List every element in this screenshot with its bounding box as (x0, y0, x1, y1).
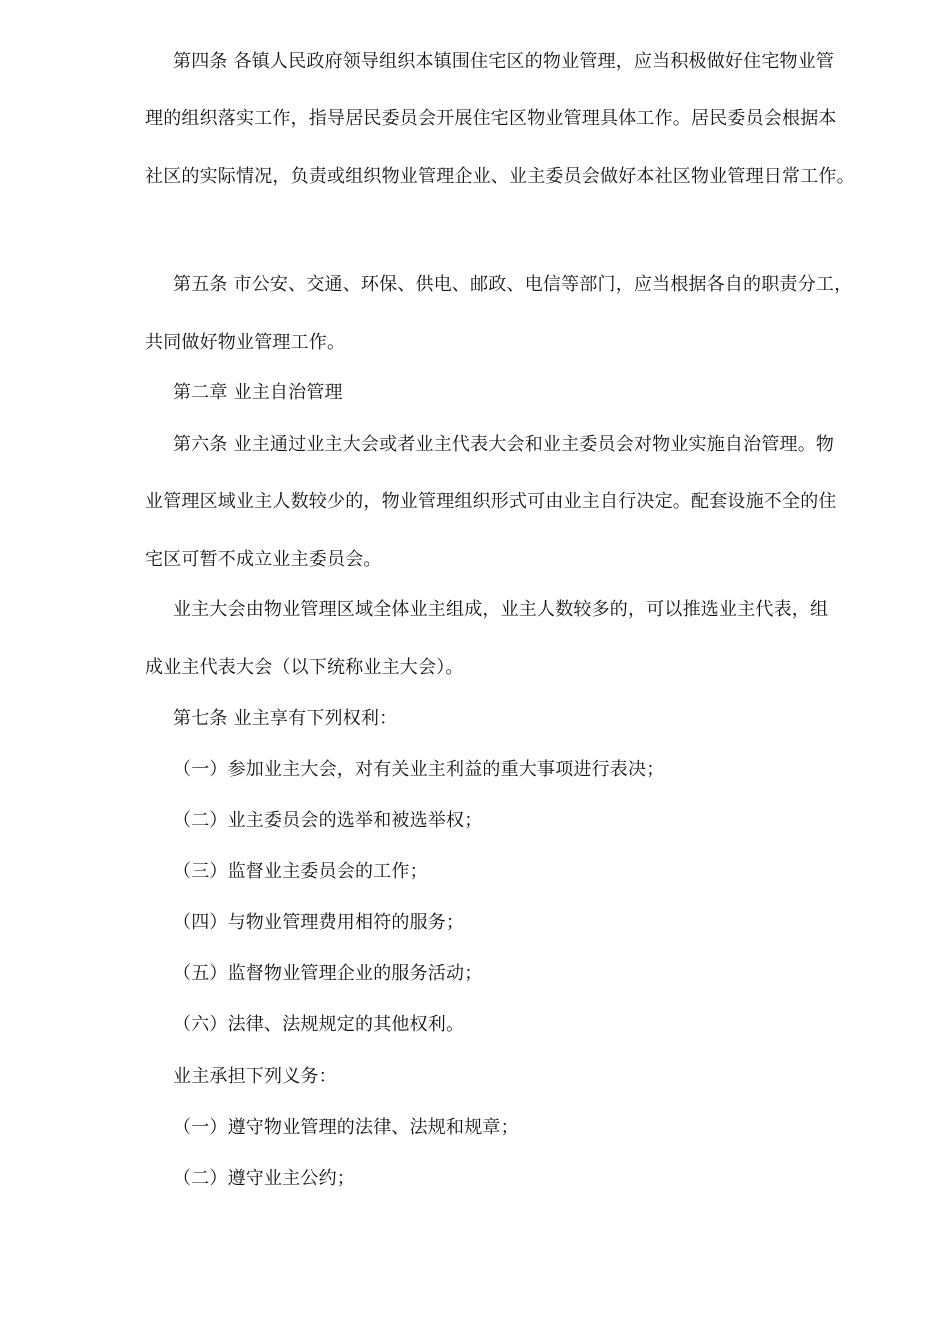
owners-assembly-line-1: 业主大会由物业管理区域全体业主组成，业主人数较多的，可以推选业主代表，组 (173, 599, 829, 620)
right-item-6: （六）法律、法规规定的其他权利。 (173, 1014, 465, 1035)
article-7-heading: 第七条 业主享有下列权利： (173, 708, 398, 729)
article-4-line-2: 理的组织落实工作，指导居民委员会开展住宅区物业管理具体工作。居民委员会根据本 (145, 108, 837, 129)
article-4-line-1: 第四条 各镇人民政府领导组织本镇围住宅区的物业管理，应当积极做好住宅物业管 (173, 51, 835, 72)
owners-assembly-line-2: 成业主代表大会（以下统称业主大会）。 (145, 657, 464, 678)
right-item-2: （二）业主委员会的选举和被选举权； (173, 810, 483, 831)
obligations-heading: 业主承担下列义务： (173, 1066, 337, 1087)
right-item-3: （三）监督业主委员会的工作； (173, 861, 428, 882)
obligation-item-1: （一）遵守物业管理的法律、法规和规章； (173, 1117, 519, 1138)
obligation-item-2: （二）遵守业主公约； (173, 1168, 355, 1189)
chapter-2-heading: 第二章 业主自治管理 (173, 382, 343, 403)
right-item-4: （四）与物业管理费用相符的服务； (173, 912, 465, 933)
article-4-line-3: 社区的实际情况，负责或组织物业管理企业、业主委员会做好本社区物业管理日常工作。 (145, 166, 855, 187)
article-5-line-2: 共同做好物业管理工作。 (145, 332, 346, 353)
right-item-5: （五）监督物业管理企业的服务活动； (173, 963, 483, 984)
article-6-line-3: 宅区可暂不成立业主委员会。 (145, 549, 382, 570)
article-5-line-1: 第五条 市公安、交通、环保、供电、邮政、电信等部门，应当根据各自的职责分工， (173, 274, 853, 295)
article-6-line-2: 业管理区域业主人数较少的，物业管理组织形式可由业主自行决定。配套设施不全的住 (145, 491, 837, 512)
article-6-line-1: 第六条 业主通过业主大会或者业主代表大会和业主委员会对物业实施自治管理。物 (173, 434, 835, 455)
right-item-1: （一）参加业主大会，对有关业主利益的重大事项进行表决； (173, 759, 665, 780)
